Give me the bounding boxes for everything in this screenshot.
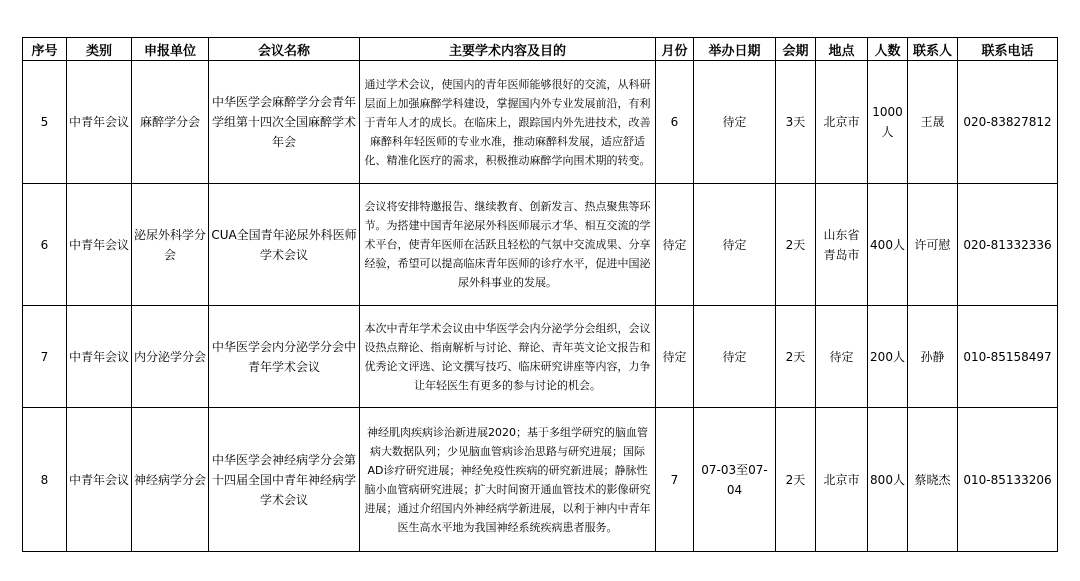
cell-content: 会议将安排特邀报告、继续教育、创新发言、热点聚焦等环节。为搭建中国青年泌尿外科医师展示才华、相互交流的学术平台，使青年医师在活跃且轻松的气氛中交流成果、分享经验，希望可以提高临床青年医师的诊疗水平，促进中国泌尿外科事业的发展。 bbox=[360, 184, 656, 306]
cell-unit: 麻醉学分会 bbox=[132, 61, 209, 184]
header-duration: 会期 bbox=[776, 38, 816, 61]
cell-contact: 蔡晓杰 bbox=[908, 408, 958, 552]
header-category: 类别 bbox=[67, 38, 132, 61]
header-name: 会议名称 bbox=[209, 38, 360, 61]
cell-no: 6 bbox=[23, 184, 67, 306]
cell-no: 5 bbox=[23, 61, 67, 184]
cell-no: 8 bbox=[23, 408, 67, 552]
cell-name: 中华医学会神经病学分会第十四届全国中青年神经病学学术会议 bbox=[209, 408, 360, 552]
cell-unit: 泌尿外科学分会 bbox=[132, 184, 209, 306]
cell-content: 神经肌肉疾病诊治新进展2020；基于多组学研究的脑血管病大数据队列；少见脑血管病诊治思路与研究进展；国际AD诊疗研究进展；神经免疫性疾病的研究新进展；静脉性脑小血管病研究进展；扩大时间窗开通血管技术的影像研究进展；通过介绍国内外神经病学新进展，以利于神内中青年医生高水平地为我国神经系统疾病患者服务。 bbox=[360, 408, 656, 552]
header-date: 举办日期 bbox=[694, 38, 776, 61]
cell-location: 待定 bbox=[816, 306, 868, 408]
cell-people: 1000人 bbox=[868, 61, 908, 184]
cell-date: 待定 bbox=[694, 184, 776, 306]
cell-duration: 2天 bbox=[776, 306, 816, 408]
cell-phone: 020-81332336 bbox=[958, 184, 1058, 306]
header-phone: 联系电话 bbox=[958, 38, 1058, 61]
cell-category: 中青年会议 bbox=[67, 408, 132, 552]
cell-date: 待定 bbox=[694, 61, 776, 184]
cell-people: 200人 bbox=[868, 306, 908, 408]
cell-name: 中华医学会内分泌学分会中青年学术会议 bbox=[209, 306, 360, 408]
cell-unit: 内分泌学分会 bbox=[132, 306, 209, 408]
cell-people: 400人 bbox=[868, 184, 908, 306]
cell-date: 待定 bbox=[694, 306, 776, 408]
header-people: 人数 bbox=[868, 38, 908, 61]
header-month: 月份 bbox=[656, 38, 694, 61]
cell-month: 6 bbox=[656, 61, 694, 184]
cell-duration: 3天 bbox=[776, 61, 816, 184]
header-contact: 联系人 bbox=[908, 38, 958, 61]
cell-date: 07-03至07-04 bbox=[694, 408, 776, 552]
cell-duration: 2天 bbox=[776, 408, 816, 552]
cell-phone: 020-83827812 bbox=[958, 61, 1058, 184]
cell-unit: 神经病学分会 bbox=[132, 408, 209, 552]
conference-table bbox=[22, 37, 1058, 552]
header-row bbox=[23, 38, 1058, 61]
table-row bbox=[23, 61, 1058, 184]
cell-category: 中青年会议 bbox=[67, 184, 132, 306]
header-no: 序号 bbox=[23, 38, 67, 61]
cell-name: CUA全国青年泌尿外科医师学术会议 bbox=[209, 184, 360, 306]
cell-contact: 王晟 bbox=[908, 61, 958, 184]
cell-location: 北京市 bbox=[816, 408, 868, 552]
header-location: 地点 bbox=[816, 38, 868, 61]
cell-duration: 2天 bbox=[776, 184, 816, 306]
table-row bbox=[23, 306, 1058, 408]
cell-category: 中青年会议 bbox=[67, 306, 132, 408]
cell-category: 中青年会议 bbox=[67, 61, 132, 184]
cell-name: 中华医学会麻醉学分会青年学组第十四次全国麻醉学术年会 bbox=[209, 61, 360, 184]
cell-location: 北京市 bbox=[816, 61, 868, 184]
cell-no: 7 bbox=[23, 306, 67, 408]
cell-content: 本次中青年学术会议由中华医学会内分泌学分会组织，会议设热点辩论、指南解析与讨论、辩论、青年英文论文报告和优秀论文评选、论文撰写技巧、临床研究讲座等内容，力争让年轻医生有更多的参与讨论的机会。 bbox=[360, 306, 656, 408]
cell-phone: 010-85133206 bbox=[958, 408, 1058, 552]
cell-month: 7 bbox=[656, 408, 694, 552]
cell-phone: 010-85158497 bbox=[958, 306, 1058, 408]
header-unit: 申报单位 bbox=[132, 38, 209, 61]
cell-contact: 许可慰 bbox=[908, 184, 958, 306]
cell-people: 800人 bbox=[868, 408, 908, 552]
cell-month: 待定 bbox=[656, 184, 694, 306]
cell-month: 待定 bbox=[656, 306, 694, 408]
table-row bbox=[23, 408, 1058, 552]
cell-content: 通过学术会议，使国内的青年医师能够很好的交流，从科研层面上加强麻醉学科建设，掌握国内外专业发展前沿，有利于青年人才的成长。在临床上，跟踪国内外先进技术，改善麻醉科年轻医师的专业水准，推动麻醉科发展，适应舒适化、精准化医疗的需求，积极推动麻醉学向围术期的转变。 bbox=[360, 61, 656, 184]
table-row bbox=[23, 184, 1058, 306]
cell-contact: 孙静 bbox=[908, 306, 958, 408]
cell-location: 山东省青岛市 bbox=[816, 184, 868, 306]
header-content: 主要学术内容及目的 bbox=[360, 38, 656, 61]
